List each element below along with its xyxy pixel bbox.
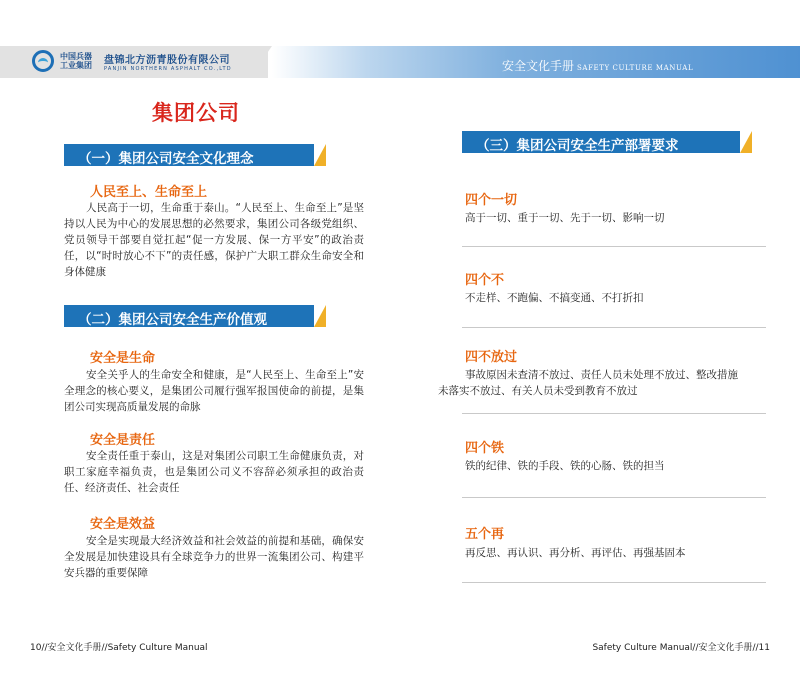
requirement-text: 再反思、再认识、再分析、再评估、再强基固本 [465,547,686,559]
requirement-title: 四个铁 [465,441,505,456]
company-logo [32,50,232,72]
section-title: （三）集团公司安全生产部署要求 [476,138,679,154]
logo-company [104,51,232,72]
value-text-life: 安全关乎人的生命安全和健康，是“人民至上、生命至上”安全理念的核心要义，是集团公司履行强军报国使命的前提，是集团公司实现高质量发展的命脉 [64,369,364,413]
section-title: （二）集团公司安全生产价值观 [78,312,267,328]
section-heading-1 [64,144,326,166]
value-text-responsibility: 安全责任重于泰山，这是对集团公司职工生命健康负责，对职工家庭幸福负责，也是集团公司义不容辞必须承担的政治责任、经济责任、社会责任 [64,450,364,494]
requirement-title: 五个再 [465,527,505,542]
footer-right: Safety Culture Manual//安全文化手册//11 [592,643,770,653]
value-subtitle-life: 安全是生命 [90,351,156,366]
company-name-cn: 盘锦北方沥青股份有限公司 [104,54,230,66]
requirement-text: 不走样、不跑偏、不搞变通、不打折扣 [465,292,644,304]
divider [462,582,766,583]
section-accent [740,131,752,153]
section-accent [314,305,326,327]
logo-group-name: 中国兵器 工业集团 [60,52,92,70]
section-title: （一）集团公司安全文化理念 [78,151,254,167]
header-left-slant [250,46,272,78]
requirement-text: 高于一切、重于一切、先于一切、影响一切 [465,212,665,224]
company-name-en: PANJIN NORTHERN ASPHALT CO.,LTD [104,65,232,72]
requirement-title: 四个不 [465,273,505,288]
divider [462,246,766,247]
divider [462,327,766,328]
requirement-text: 铁的纪律、铁的手段、铁的心肠、铁的担当 [465,460,665,472]
section1-subtitle: 人民至上、生命至上 [90,185,208,200]
section-accent [314,144,326,166]
requirement-text: 事故原因未查清不放过、责任人员未处理不放过、整改措施未落实不放过、有关人员未受到教育不放过 [438,369,738,397]
section-heading-3 [462,131,752,153]
requirement-title: 四个一切 [465,193,518,208]
footer-left: 10//安全文化手册//Safety Culture Manual [30,643,208,653]
requirement-title: 四不放过 [465,350,518,365]
value-subtitle-benefit: 安全是效益 [90,517,156,532]
manual-title-cn: 安全文化手册 [502,59,575,73]
value-subtitle-responsibility: 安全是责任 [90,433,156,448]
logo-icon [32,50,54,72]
value-text-benefit: 安全是实现最大经济效益和社会效益的前提和基础，确保安全发展是加快建设具有全球竞争力的世界一流集团公司、构建平安兵器的重要保障 [64,535,364,579]
page-title: 集团公司 [152,101,240,125]
manual-title-en: SAFETY CULTURE MANUAL [577,64,694,72]
divider [462,413,766,414]
divider [462,497,766,498]
section-heading-2 [64,305,326,327]
section1-text: 人民高于一切，生命重于泰山。“人民至上、生命至上”是坚持以人民为中心的发展思想的必然要求，集团公司各级党组织、党员领导干部要自觉扛起“促一方发展、保一方平安”的政治责任，以“时时放心不下”的责任感，保护广大职工群众生命安全和身体健康 [64,202,364,278]
manual-title [502,57,693,74]
